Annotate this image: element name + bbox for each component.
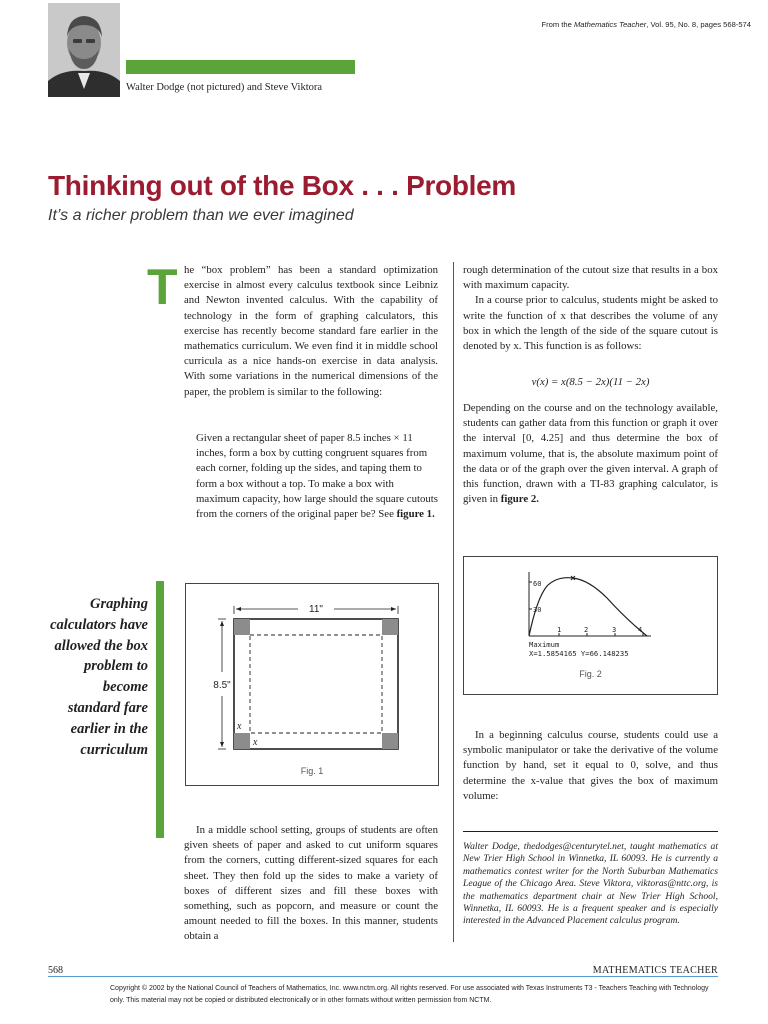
fig2-xtick-2: 2: [584, 626, 589, 634]
fig2-readout-line1: Maximum: [529, 640, 560, 649]
col1-paragraph-1: he “box problem” has been a standard optimization exercise in almost every calculus textbook since Leibniz and Newton invented calculus. With the capability of technology in the form of graphing calculators, this exercise has recently become standard fare earlier in the mathematics curriculum. We even find it in middle school curricula as a nice hands-on exercise in data analysis. With some variations in the numerical dimensions of the paper, the problem is similar to the following:: [184, 264, 438, 398]
figure-1-caption: Fig. 1: [300, 766, 324, 776]
calculator-screen: [527, 570, 655, 660]
fig1-x-label-bottom: x: [253, 737, 258, 748]
fig1-height-label: 8.5": [213, 680, 231, 691]
drop-cap: T: [147, 259, 178, 315]
figure-2: [463, 556, 718, 695]
footer-rule: [48, 976, 718, 977]
copyright-notice: Copyright © 2002 by the National Council of Teachers of Mathematics, Inc. www.nctm.org. All rights reserved. For use associated with Texas Instruments T3 - Teachers Teaching with Technology only. This material may not be copied or distributed electronically or in other formats without written permission from NCTM.: [110, 985, 709, 1004]
fig2-readout-line2: X=1.5854165 Y=66.148235: [529, 649, 629, 658]
header-accent-bar: [126, 60, 355, 74]
authors-line: Walter Dodge (not pictured) and Steve Viktora: [126, 82, 323, 93]
col1-paragraph-3: In a middle school setting, groups of students are often given sheets of paper and asked to cut uniform squares from the corners, cutting different-sized squares for each sheet. They then fold up the sides to make a variety of boxes of different sizes and fill these boxes with something, such as popcorn, and measure or count the amount needed to fill the boxes. In this manner, students obtain a: [184, 824, 438, 943]
figure-1: [185, 583, 439, 786]
col2-paragraph-1: rough determination of the cutout size that results in a box with maximum capacity. In a course prior to calculus, students might be asked to write the function of x that describes the volume of any box in which the length of the side of the square cutout is denoted by x. This function is as follows:: [463, 264, 718, 353]
col2-paragraph-4: In a beginning calculus course, students could use a symbolic manipulator or take the derivative of the volume function by hand, set it equal to 0, solve, and thus determine the x-value that gives the box of maximum volume:: [463, 729, 718, 802]
fig2-xtick-4: 4: [638, 626, 643, 634]
page-number: 568: [48, 965, 63, 976]
fig2-ytick-30: 30: [533, 606, 542, 614]
fig2-ytick-60: 60: [533, 580, 542, 588]
pull-quote: Graphing calculators have allowed the box problem to become standard fare earlier in the curriculum: [50, 596, 148, 758]
figure-2-reference: figure 2.: [500, 493, 539, 506]
source-citation: From the Mathematics Teacher, Vol. 95, No. 8, pages 568-574: [541, 20, 751, 29]
article-title: Thinking out of the Box . . . Problem: [48, 170, 517, 201]
fig2-xtick-1: 1: [557, 626, 562, 634]
journal-name: MATHEMATICS TEACHER: [592, 965, 718, 976]
fig1-width-label: 11": [309, 604, 323, 615]
column-rule: [453, 262, 454, 942]
article-subtitle: It’s a richer problem than we ever imagined: [48, 207, 354, 224]
author-bio: Walter Dodge, thedodges@centurytel.net, taught mathematics at New Trier High School in Winnetka, IL 60093. He is currently a mathematics contest writer for the North Suburban Mathematics League of the Chicago Area. Steve Viktora, viktoras@nttc.org, is the mathematics department chair at New Trier High School, Winnetka, IL 60093. He is a frequent speaker and is especially interested in the Advanced Placement calculus program.: [463, 841, 718, 927]
volume-formula: v(x) = x(8.5 − 2x)(11 − 2x): [531, 376, 650, 388]
col2-paragraph-3: Depending on the course and on the technology available, students can gather data from this function or graph it over the interval [0, 4.25] and thus determine the box of maximum volume, that is, the absolute maximum point of the data or of the graph over the given interval. A graph of this function, drawn with a TI-83 graphing calculator, is given in figure 2.: [463, 402, 718, 506]
fig2-xtick-3: 3: [612, 626, 617, 634]
fig1-x-label-side: x: [237, 721, 242, 732]
bio-rule: [463, 831, 718, 832]
author-photo: [48, 3, 120, 97]
figure-1-reference: figure 1.: [396, 508, 435, 521]
figure-2-caption: Fig. 2: [579, 669, 602, 679]
pull-quote-bar: [156, 581, 164, 838]
problem-quote: Given a rectangular sheet of paper 8.5 inches × 11 inches, form a box by cutting congruent squares from each corner, folding up the sides, and taping them to form a box without a top. To make a box with maximum capacity, how large should the square cutouts from the corners of the original paper be? See figure 1.: [196, 432, 438, 521]
